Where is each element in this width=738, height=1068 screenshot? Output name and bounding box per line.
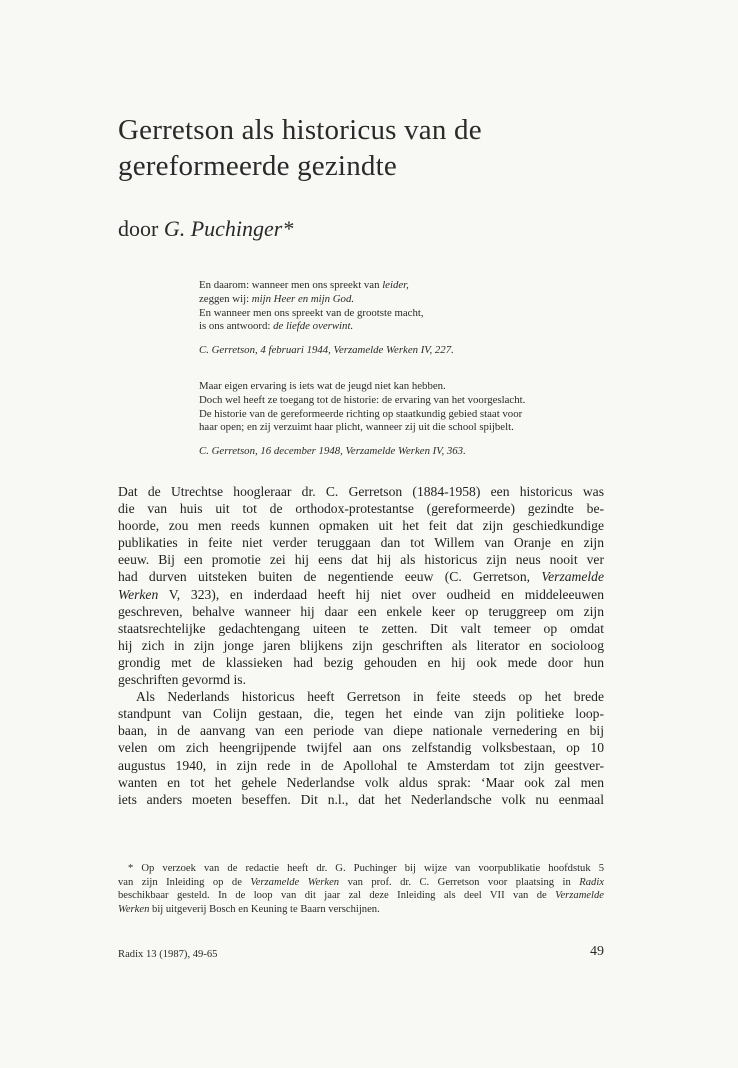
body-line: hij zich in zijn jonge jaren blijkens zijn geschriften als literator en socioloog <box>118 637 604 653</box>
epigraph-1-source: C. Gerretson, 4 februari 1944, Verzamelde Werken IV, 227. <box>199 344 454 357</box>
body-line: velen om zich heengrijpende twijfel aan ons zelfstandig volksbestaan, op 10 <box>118 740 604 756</box>
epigraph-2-line-1: Maar eigen ervaring is iets wat de jeugd niet kan hebben. <box>199 380 446 392</box>
epigraph-2-source: C. Gerretson, 16 december 1948, Verzamelde Werken IV, 363. <box>199 445 466 458</box>
footnote-line: Werken bij uitgeverij Bosch en Keuning te Baarn verschijnen. <box>118 904 380 916</box>
page-number: 49 <box>590 944 604 959</box>
body-line: staatsrechtelijke gedachtengang uiteen te zetten. Dit valt temeer op omdat <box>118 620 604 636</box>
epigraph-1-line-3: En wanneer men ons spreekt van de grootste macht, <box>199 306 424 319</box>
author-name: G. Puchinger* <box>163 216 294 241</box>
footnote-line: beschikbaar gesteld. In de loop van dit jaar zal deze Inleiding als deel VII van de Verzamelde <box>118 890 604 902</box>
epigraph-1 <box>199 279 619 358</box>
body-line: Dat de Utrechtse hoogleraar dr. C. Gerretson (1884-1958) een historicus was <box>118 484 604 499</box>
epigraph-1-line-2: zeggen wij: mijn Heer en mijn God. <box>199 292 355 305</box>
body-line: grondig met de klassieken had bezig gehouden en hij ook mede door hun <box>118 654 604 670</box>
body-line: standpunt van Colijn gestaan, die, tegen het einde van zijn politieke loop- <box>118 706 604 722</box>
body-line: iets anders moeten beseffen. Dit n.l., dat het Nederlandsche volk nu eenmaal <box>118 791 604 807</box>
body-line: geschreven, behalve wanneer hij daar een enkele keer op teruggreep om zijn <box>118 603 604 619</box>
body-line: wanten en tot het gehele Nederlandse volk aldus sprak: ‘Maar ook zal men <box>118 774 604 790</box>
journal-citation: Radix 13 (1987), 49-65 <box>118 949 218 960</box>
body-line: baan, in de aanvang van een periode van diepe nationale vernedering en bij <box>118 723 604 739</box>
byline-prefix: door <box>118 216 159 241</box>
title-line-2: gereformeerde gezindte <box>118 150 397 182</box>
footnote-line: van zijn Inleiding op de Verzamelde Werken van prof. dr. C. Gerretson voor plaatsing in Radix <box>118 876 604 888</box>
epigraph-1-line-1: En daarom: wanneer men ons spreekt van leider, <box>199 279 409 291</box>
body-line: augustus 1940, in zijn rede in de Apollohal te Amsterdam tot zijn geestver- <box>118 757 604 773</box>
epigraph-1-line-4: is ons antwoord: de liefde overwint. <box>199 320 354 333</box>
byline <box>118 215 293 243</box>
body-line: hoorde, zou men reeds kunnen opmaken uit het feit dat zijn geschiedkundige <box>118 518 604 534</box>
body-line: geschriften gevormd is. <box>118 672 246 688</box>
article-title <box>118 112 678 184</box>
body-line: Werken V, 323), en inderdaad heeft hij niet over oudheid en middeleeuwen <box>118 586 604 602</box>
footnote <box>118 862 604 917</box>
body-line: die van huis uit tot de orthodox-protestantse (gereformeerde) gezindte be- <box>118 501 604 517</box>
epigraph-2 <box>199 380 619 459</box>
epigraph-2-line-3: De historie van de gereformeerde richting op staatkundig gebied staat voor <box>199 407 523 420</box>
footnote-line: * Op verzoek van de redactie heeft dr. G. Puchinger bij wijze van voorpublikatie hoofdstuk 5 <box>128 863 604 874</box>
body-line: publikaties in feite niet verder teruggaan dan tot Willem van Oranje en zijn <box>118 535 604 551</box>
article-body <box>118 483 604 808</box>
body-line: had durven uitsteken buiten de negentiende eeuw (C. Gerretson, Verzamelde <box>118 569 604 585</box>
body-line: eeuw. Bij een promotie zei hij eens dat hij als historicus zijn neus nooit ver <box>118 552 604 568</box>
epigraph-2-line-4: haar open; en zij verzuimt haar plicht, wanneer zij uit die school spijbelt. <box>199 421 514 434</box>
epigraph-2-line-2: Doch wel heeft ze toegang tot de historie: de ervaring van het voorgeslacht. <box>199 393 526 406</box>
title-line-1: Gerretson als historicus van de <box>118 114 482 146</box>
body-line: Als Nederlands historicus heeft Gerretson in feite steeds op het brede <box>136 689 604 705</box>
